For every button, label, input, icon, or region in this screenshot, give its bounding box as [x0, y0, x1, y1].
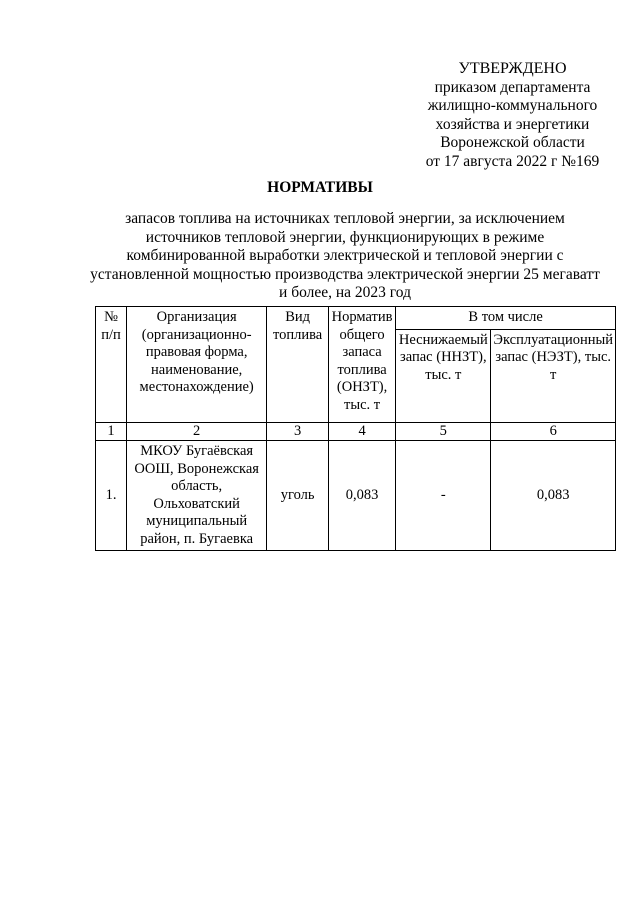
approval-line-region: Воронежской области	[440, 134, 585, 151]
column-index: 5	[396, 422, 491, 441]
document-subtitle	[90, 210, 600, 303]
approval-line-order: приказом департамента	[434, 78, 591, 96]
cell-nezt: 0,083	[491, 441, 616, 551]
cell-fuel-type: уголь	[267, 441, 329, 551]
cell-num: 1.	[96, 441, 127, 551]
header-organization: Организация (организационно-правовая форма, наименование, местонахождение)	[127, 307, 267, 423]
header-nnzt: Неснижаемый запас (ННЗТ), тыс. т	[396, 329, 491, 422]
document-title: НОРМАТИВЫ	[267, 179, 373, 196]
subtitle-line: запасов топлива на источниках тепловой энергии, за исключением	[125, 210, 565, 227]
approval-block	[400, 60, 625, 171]
subtitle-line: источников тепловой энергии, функционирующих в режиме	[145, 228, 545, 246]
header-norm: Норматив общего запаса топлива (ОНЗТ), тыс. т	[328, 307, 395, 423]
approval-line-department: жилищно-коммунального	[427, 97, 598, 114]
cell-nnzt: -	[396, 441, 491, 551]
column-index-row	[96, 422, 616, 441]
column-index: 4	[328, 422, 395, 441]
subtitle-line: комбинированной выработки электрической и тепловой энергии с	[126, 247, 564, 264]
column-index: 2	[127, 422, 267, 441]
column-index: 6	[491, 422, 616, 441]
subtitle-line: установленной мощностью производства электрической энергии 25 мегаватт	[90, 265, 600, 283]
subtitle-line: и более, на 2023 год	[279, 284, 411, 301]
header-num: № п/п	[96, 307, 127, 423]
column-index: 3	[267, 422, 329, 441]
table-header-row	[96, 307, 616, 330]
column-index: 1	[96, 422, 127, 441]
header-fuel-type: Вид топлива	[267, 307, 329, 423]
table-row	[96, 441, 616, 551]
approval-line-date: от 17 августа 2022 г №169	[425, 152, 600, 170]
header-including: В том числе	[396, 307, 616, 330]
approval-line-sector: хозяйства и энергетики	[435, 115, 590, 133]
cell-norm: 0,083	[328, 441, 395, 551]
norms-table	[95, 306, 616, 551]
cell-organization: МКОУ Бугаёвская ООШ, Воронежская область, Ольховатский муниципальный район, п. Бугаевка	[127, 441, 267, 551]
header-nezt: Эксплуатационный запас (НЭЗТ), тыс. т	[491, 329, 616, 422]
approval-title: УТВЕРЖДЕНО	[458, 60, 567, 77]
